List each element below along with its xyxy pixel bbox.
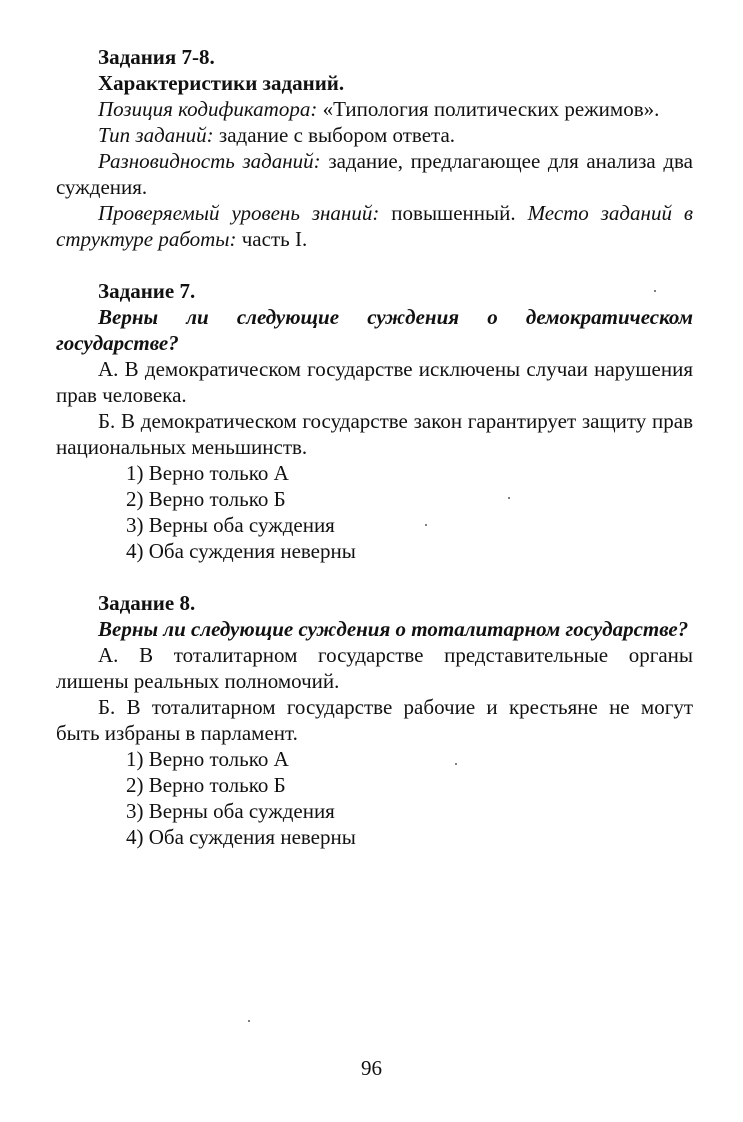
task-type-value: задание с выбором ответа. bbox=[218, 123, 456, 147]
codifier-position bbox=[56, 96, 693, 122]
scan-speck bbox=[508, 497, 510, 499]
scan-speck bbox=[425, 524, 427, 526]
statement-b: Б. В тоталитарном государстве рабочие и крестьяне не могут быть избраны в парламент. bbox=[56, 695, 693, 745]
answer-option: 1) Верно только А bbox=[126, 747, 289, 771]
scan-speck bbox=[248, 1020, 250, 1022]
section-subtitle: Характеристики заданий. bbox=[98, 71, 345, 95]
level-value: повышенный. bbox=[391, 201, 516, 225]
answer-option: 3) Верны оба суждения bbox=[126, 513, 335, 537]
task-title: Задание 8. bbox=[98, 591, 196, 615]
answer-option: 3) Верны оба суждения bbox=[126, 799, 335, 823]
statement-a: А. В демократическом государстве исключены случаи нарушения прав человека. bbox=[56, 357, 693, 407]
statement-b: Б. В демократическом государстве закон гарантирует защиту прав национальных меньшинств. bbox=[56, 409, 693, 459]
page-content bbox=[56, 44, 693, 850]
task-type-label: Тип заданий: bbox=[98, 123, 214, 147]
task-variety-value: задание, предлагающее для анализа два суждения. bbox=[56, 149, 693, 199]
page-number: 96 bbox=[361, 1056, 382, 1080]
scan-speck bbox=[455, 763, 457, 765]
answer-option: 2) Верно только Б bbox=[126, 487, 286, 511]
answer-option: 4) Оба суждения неверны bbox=[126, 825, 356, 849]
place-label: Место заданий в структуре работы: bbox=[56, 201, 694, 251]
level-and-place bbox=[56, 200, 693, 252]
task-question: Верны ли следующие суждения о тоталитарном государстве? bbox=[98, 617, 689, 641]
answer-option: 1) Верно только А bbox=[126, 461, 289, 485]
codifier-position-label: Позиция кодификатора: bbox=[98, 97, 318, 121]
spacer bbox=[56, 252, 693, 278]
spacer bbox=[56, 564, 693, 590]
answer-option: 4) Оба суждения неверны bbox=[126, 539, 356, 563]
codifier-position-value: «Типология политических режимов». bbox=[322, 97, 660, 121]
task-variety-label: Разновидность заданий: bbox=[98, 149, 321, 173]
task-variety bbox=[56, 148, 693, 200]
answer-option: 2) Верно только Б bbox=[126, 773, 286, 797]
statement-a: А. В тоталитарном государстве представительные органы лишены реальных полномочий. bbox=[56, 643, 693, 693]
level-label: Проверяемый уровень знаний: bbox=[98, 201, 380, 225]
task-question: Верны ли следующие суждения о демократическом государстве? bbox=[56, 305, 693, 355]
place-value: часть I. bbox=[241, 227, 308, 251]
scan-speck bbox=[654, 290, 656, 292]
task-title: Задание 7. bbox=[98, 279, 196, 303]
section-title: Задания 7-8. bbox=[98, 45, 215, 69]
task-type bbox=[56, 122, 693, 148]
